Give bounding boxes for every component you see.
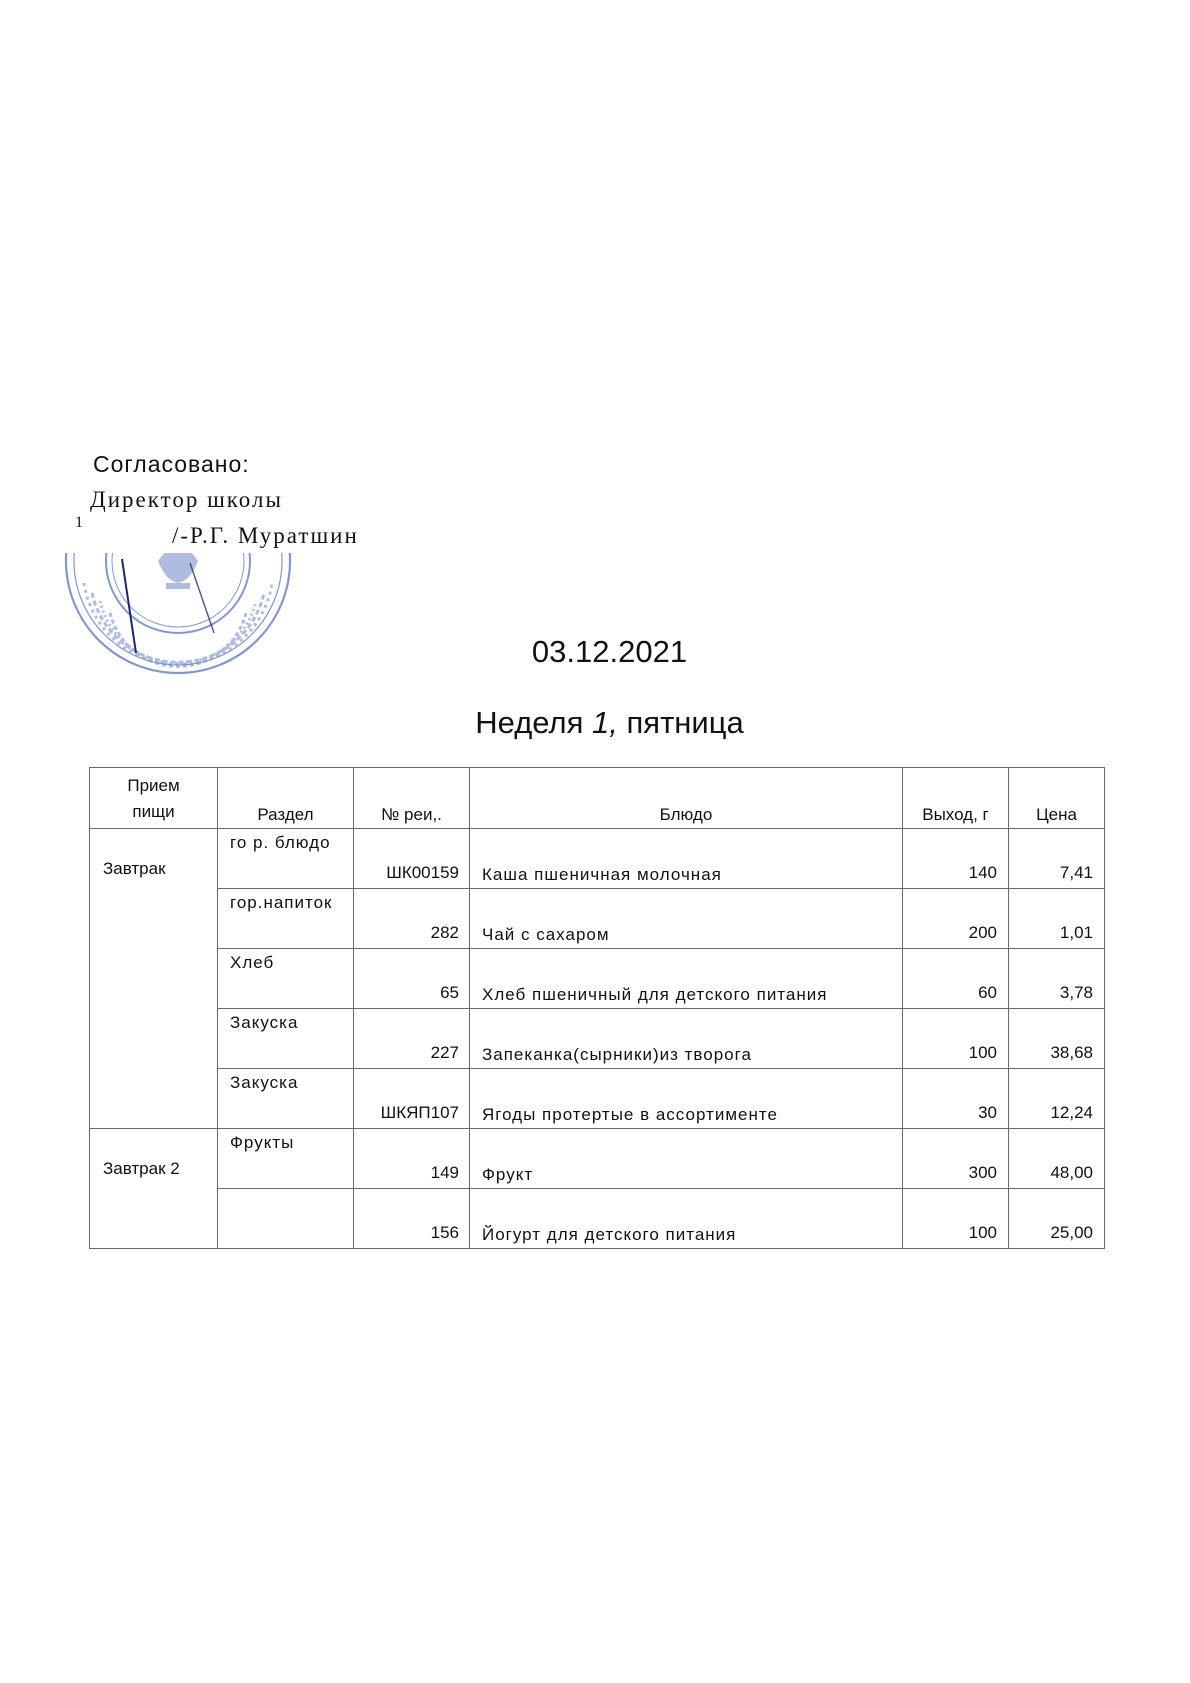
document-date: 03.12.2021 (531, 634, 688, 669)
approval-label: Согласовано: (93, 451, 250, 477)
section-cell: Хлеб (218, 949, 354, 1009)
column-header-section: Раздел (218, 768, 354, 829)
meal-name: Завтрак 2 (90, 1129, 218, 1249)
section-cell: Закуска (218, 1009, 354, 1069)
table-row (90, 829, 1105, 889)
dish-cell: Чай с сахаром (470, 889, 903, 949)
menu-table (89, 767, 1105, 1249)
dish-cell: Ягоды протертые в ассортименте (470, 1069, 903, 1129)
yield-cell: 60 (903, 949, 1009, 1009)
director-signature: /-Р.Г. Муратшин (172, 523, 359, 548)
recipe-cell: 156 (354, 1189, 470, 1249)
recipe-cell: 282 (354, 889, 470, 949)
section-cell: гор.напиток (218, 889, 354, 949)
section-cell (218, 1189, 354, 1249)
yield-cell: 300 (903, 1129, 1009, 1189)
week-heading (0, 705, 1190, 741)
table-row (90, 889, 1105, 949)
table-row (90, 1189, 1105, 1249)
table-row (90, 1129, 1105, 1189)
recipe-cell: 65 (354, 949, 470, 1009)
price-cell: 48,00 (1009, 1129, 1105, 1189)
dish-cell: Фрукт (470, 1129, 903, 1189)
column-header-meal: Прием пищи (90, 768, 218, 829)
table-row (90, 1069, 1105, 1129)
price-cell: 3,78 (1009, 949, 1105, 1009)
price-cell: 12,24 (1009, 1069, 1105, 1129)
week-prefix: Неделя (475, 705, 584, 740)
column-header-price: Цена (1009, 768, 1105, 829)
week-number: 1, (592, 705, 618, 740)
week-day: пятница (626, 705, 744, 740)
column-header-recipe: № реи,. (354, 768, 470, 829)
table-row (90, 1009, 1105, 1069)
table-header-row (90, 768, 1105, 829)
price-cell: 25,00 (1009, 1189, 1105, 1249)
signature-mark: 1 (75, 514, 83, 531)
price-cell: 38,68 (1009, 1009, 1105, 1069)
table-row (90, 949, 1105, 1009)
section-cell: Фрукты (218, 1129, 354, 1189)
dish-cell: Хлеб пшеничный для детского питания (470, 949, 903, 1009)
yield-cell: 100 (903, 1009, 1009, 1069)
price-cell: 7,41 (1009, 829, 1105, 889)
recipe-cell: 227 (354, 1009, 470, 1069)
dish-cell: Каша пшеничная молочная (470, 829, 903, 889)
yield-cell: 200 (903, 889, 1009, 949)
director-title: Директор школы (90, 487, 283, 512)
recipe-cell: 149 (354, 1129, 470, 1189)
price-cell: 1,01 (1009, 889, 1105, 949)
column-header-dish: Блюдо (470, 768, 903, 829)
dish-cell: Запеканка(сырники)из творога (470, 1009, 903, 1069)
yield-cell: 140 (903, 829, 1009, 889)
column-header-yield: Выход, г (903, 768, 1009, 829)
section-cell: Закуска (218, 1069, 354, 1129)
section-cell: го р. блюдо (218, 829, 354, 889)
meal-name: Завтрак (90, 829, 218, 1129)
dish-cell: Йогурт для детского питания (470, 1189, 903, 1249)
recipe-cell: ШК00159 (354, 829, 470, 889)
yield-cell: 30 (903, 1069, 1009, 1129)
recipe-cell: ШКЯП107 (354, 1069, 470, 1129)
yield-cell: 100 (903, 1189, 1009, 1249)
